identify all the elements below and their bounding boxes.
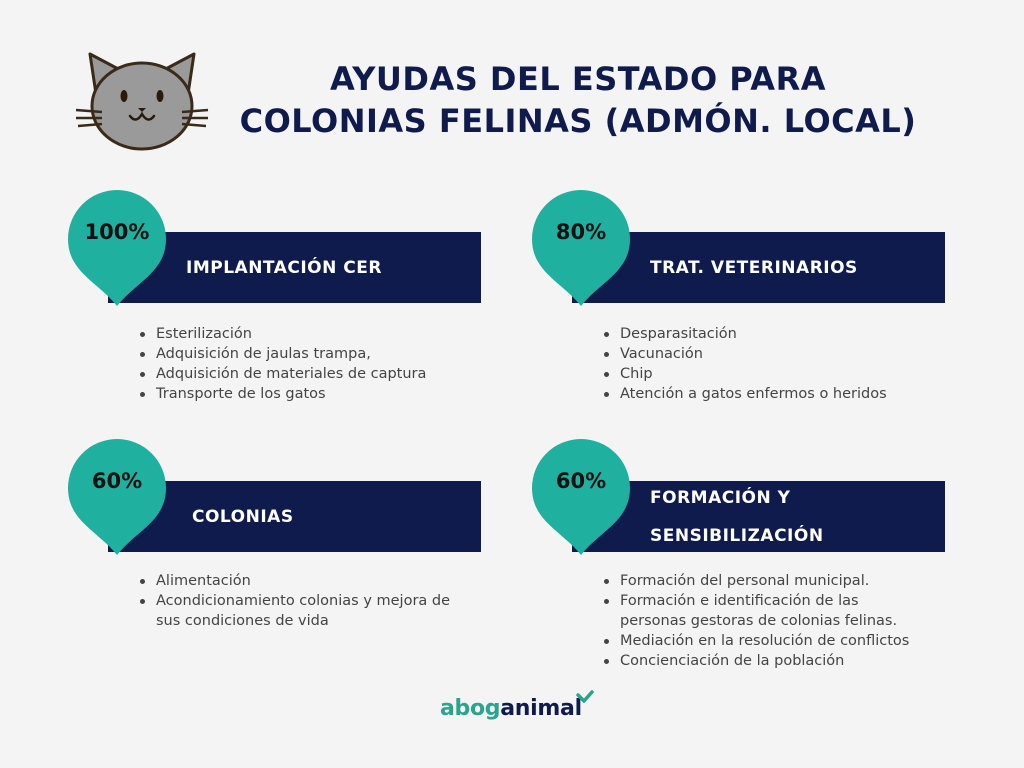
list-item: Formación del personal municipal. [602,571,932,591]
list-item: Acondicionamiento colonias y mejora de sus condiciones de vida [138,591,456,631]
card-colonias [68,439,488,659]
card-trat-veterinarios [532,190,952,410]
title-line-1: AYUDAS DEL ESTADO PARA [330,60,826,98]
card-formacion-sensibilizacion [532,439,952,679]
list-item: Concienciación de la población [602,651,932,671]
cat-face-icon [74,48,210,152]
card-label: IMPLANTACIÓN CER [186,257,382,278]
page-title [228,58,928,142]
percent-label: 80% [555,220,607,244]
item-list [138,324,478,404]
list-item: Desparasitación [602,324,942,344]
logo-text-part1: abog [440,696,501,721]
check-icon [576,690,594,704]
item-list [602,571,932,671]
card-label: COLONIAS [192,506,294,527]
card-label: FORMACIÓN Y SENSIBILIZACIÓN [650,487,824,546]
map-pin-icon [532,439,632,557]
list-item: Chip [602,364,942,384]
map-pin-icon [68,190,168,308]
list-item: Vacunación [602,344,942,364]
list-item: Formación e identificación de las personas gestoras de colonias felinas. [602,591,915,631]
list-item: Adquisición de materiales de captura [138,364,478,384]
brand-logo [440,696,582,728]
item-list [138,571,478,631]
title-line-2: COLONIAS FELINAS (ADMÓN. LOCAL) [239,102,917,140]
list-item: Alimentación [138,571,478,591]
list-item: Adquisición de jaulas trampa, [138,344,478,364]
list-item: Mediación en la resolución de conflictos [602,631,932,651]
card-label: TRAT. VETERINARIOS [650,257,858,278]
map-pin-icon [532,190,632,308]
list-item: Esterilización [138,324,478,344]
percent-label: 60% [91,469,143,493]
logo-text-part2: animal [500,696,582,721]
percent-label: 60% [555,469,607,493]
list-item: Atención a gatos enfermos o heridos [602,384,942,404]
list-item: Transporte de los gatos [138,384,478,404]
item-list [602,324,942,404]
percent-label: 100% [84,220,150,244]
card-implantacion-cer [68,190,488,410]
map-pin-icon [68,439,168,557]
